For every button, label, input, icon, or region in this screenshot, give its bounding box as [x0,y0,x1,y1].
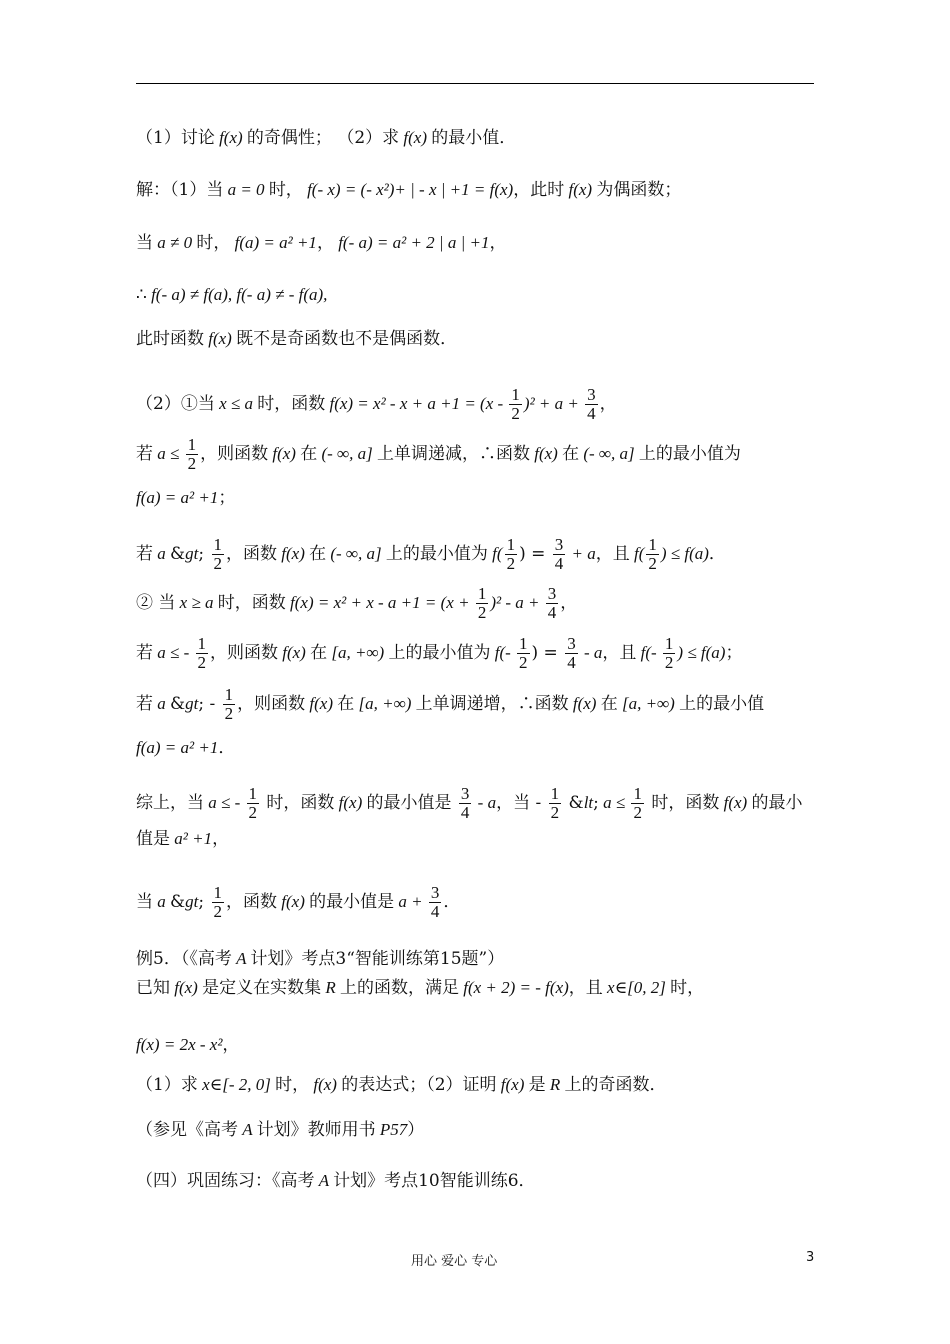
text-line: f(a) = a² +1； [136,488,236,508]
text-line: 例5．（《高考 A 计划》考点3“智能训练第15题”） [136,949,505,969]
text-line: 此时函数 f(x) 既不是奇函数也不是偶函数． [136,329,458,349]
text-line: 当 a ≠ 0 时， f(a) = a² +1， f(- a) = a² + 2 | a | +1， [136,233,507,253]
text-line: f(a) = a² +1． [136,738,236,758]
footer-text: 用心 爱心 专心 [411,1254,498,1269]
text-line: （1）讨论 f(x) 的奇偶性； （2）求 f(x) 的最小值． [136,128,517,148]
text-line: 当 a &gt; $\frac{1}{2}$ ，函数 f(x) 的最小值是 a + $\frac{3}{4}$ ． [136,883,461,921]
header-rule [136,83,814,84]
text-line: 值是 a² +1， [136,829,230,849]
text-line: （1）求 x∈[- 2, 0] 时， f(x) 的表达式；（2）证明 f(x) 是 R 上的奇函数． [136,1075,667,1095]
text-line: 已知 f(x) 是定义在实数集 R 上的函数，满足 f(x + 2) = - f(x)，且 x∈[0, 2] 时， [136,978,705,998]
text-line: （2）①当 x ≤ a 时，函数 f(x) = x² - x + a +1 = (x - $\frac{1}{2}$ )² + a + $\frac{3}{4}$ ， [136,385,617,423]
text-line: 若 a ≤ $\frac{1}{2}$ ，则函数 f(x) 在 (- ∞, a] 上单调递减，∴函数 f(x) 在 (- ∞, a] 上的最小值为 [136,435,741,473]
text-line: 若 a &gt; - $\frac{1}{2}$ ，则函数 f(x) 在 [a, +∞) 上单调递增，∴函数 f(x) 在 [a, +∞) 上的最小值 [136,685,765,723]
text-line: 解：（1）当 a = 0 时， f(- x) = (- x²)+ | - x | +1 = f(x)，此时 f(x) 为偶函数； [136,180,682,200]
text-line: 若 a ≤ - $\frac{1}{2}$ ，则函数 f(x) 在 [a, +∞) 上的最小值为 f(- $\frac{1}{2}$ ) = $\frac{3}{4}$ - a，且 f(- $\frac{1}{2}$ ) ≤ f(a)； [136,634,743,672]
text-line: 若 a &gt; $\frac{1}{2}$ ，函数 f(x) 在 (- ∞, a] 上的最小值为 f( $\frac{1}{2}$ ) = $\frac{3}{4}$ + a，且 f( $\frac{1}{2}$ ) ≤ f(a)． [136,535,726,573]
page-number: 3 [806,1250,815,1265]
text-line: ② 当 x ≥ a 时，函数 f(x) = x² + x - a +1 = (x + $\frac{1}{2}$ )² - a + $\frac{3}{4}$ ， [136,584,578,622]
text-line: （参见《高考 A 计划》教师用书 P57） [136,1120,425,1140]
text-line: （四）巩固练习：《高考 A 计划》考点10智能训练6． [136,1171,536,1191]
text-line: ∴ f(- a) ≠ f(a), f(- a) ≠ - f(a), [136,285,328,305]
text-line: f(x) = 2x - x²， [136,1035,240,1055]
text-line: 综上，当 a ≤ - $\frac{1}{2}$ 时，函数 f(x) 的最小值是 $\frac{3}{4}$ - a，当 - $\frac{1}{2}$ &lt; a ≤ $\frac{1}{2}$ 时，函数 f(x) 的最小 [136,784,803,822]
